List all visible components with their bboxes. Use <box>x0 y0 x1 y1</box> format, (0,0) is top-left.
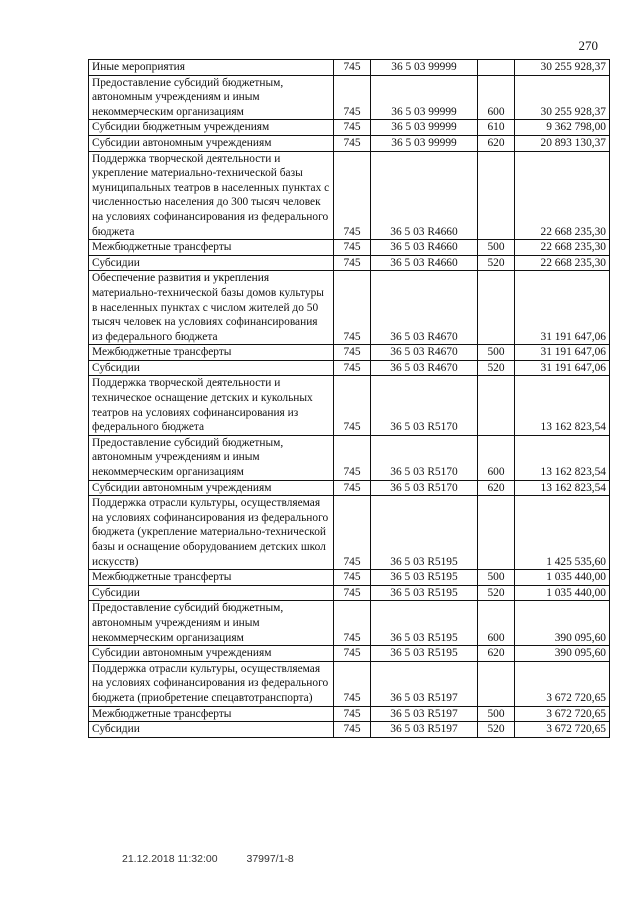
cell-name: Субсидии автономным учреждениям <box>89 135 334 151</box>
cell-sum: 13 162 823,54 <box>515 376 610 435</box>
footer-timestamp: 21.12.2018 11:32:00 <box>122 853 218 865</box>
cell-csr: 36 5 03 R4660 <box>371 240 478 256</box>
cell-vr <box>478 496 515 570</box>
table-row <box>89 376 610 435</box>
cell-ved: 745 <box>334 75 371 120</box>
table-row <box>89 271 610 345</box>
table-row <box>89 435 610 480</box>
cell-name: Межбюджетные трансферты <box>89 706 334 722</box>
cell-sum: 3 672 720,65 <box>515 706 610 722</box>
cell-sum: 13 162 823,54 <box>515 435 610 480</box>
table-row <box>89 601 610 646</box>
cell-name: Межбюджетные трансферты <box>89 240 334 256</box>
table-row <box>89 706 610 722</box>
cell-ved: 745 <box>334 271 371 345</box>
cell-name: Субсидии автономным учреждениям <box>89 480 334 496</box>
table-row <box>89 151 610 240</box>
cell-ved: 745 <box>334 706 371 722</box>
cell-ved: 745 <box>334 120 371 136</box>
cell-vr: 620 <box>478 480 515 496</box>
cell-sum: 31 191 647,06 <box>515 345 610 361</box>
budget-table <box>88 59 610 738</box>
cell-vr: 620 <box>478 135 515 151</box>
cell-name: Поддержка творческой деятельности и укрепление материально-технической базы муниципальных театров в населенных пунктах с численностью населения до 300 тысяч человек на условиях софинансирования из федерального бюджета <box>89 151 334 240</box>
table-row <box>89 240 610 256</box>
cell-vr: 600 <box>478 601 515 646</box>
cell-ved: 745 <box>334 255 371 271</box>
cell-name: Иные мероприятия <box>89 60 334 76</box>
table-row <box>89 60 610 76</box>
cell-name: Предоставление субсидий бюджетным, автономным учреждениям и иным некоммерческим организациям <box>89 435 334 480</box>
cell-name: Субсидии <box>89 255 334 271</box>
cell-vr: 610 <box>478 120 515 136</box>
cell-vr: 520 <box>478 585 515 601</box>
cell-csr: 36 5 03 R5195 <box>371 496 478 570</box>
table-row <box>89 75 610 120</box>
cell-sum: 1 425 535,60 <box>515 496 610 570</box>
cell-csr: 36 5 03 R5195 <box>371 601 478 646</box>
cell-vr: 500 <box>478 570 515 586</box>
cell-sum: 390 095,60 <box>515 601 610 646</box>
footer <box>122 853 294 865</box>
cell-csr: 36 5 03 R5197 <box>371 706 478 722</box>
cell-vr <box>478 271 515 345</box>
table-row <box>89 646 610 662</box>
cell-ved: 745 <box>334 722 371 738</box>
cell-csr: 36 5 03 99999 <box>371 60 478 76</box>
cell-sum: 1 035 440,00 <box>515 585 610 601</box>
cell-ved: 745 <box>334 585 371 601</box>
cell-sum: 22 668 235,30 <box>515 151 610 240</box>
table-row <box>89 480 610 496</box>
cell-name: Межбюджетные трансферты <box>89 345 334 361</box>
cell-name: Межбюджетные трансферты <box>89 570 334 586</box>
cell-sum: 22 668 235,30 <box>515 255 610 271</box>
cell-ved: 745 <box>334 661 371 706</box>
table-row <box>89 661 610 706</box>
table-row <box>89 255 610 271</box>
cell-ved: 745 <box>334 435 371 480</box>
cell-csr: 36 5 03 R5170 <box>371 435 478 480</box>
cell-vr: 500 <box>478 240 515 256</box>
cell-vr: 500 <box>478 345 515 361</box>
cell-sum: 30 255 928,37 <box>515 75 610 120</box>
cell-vr: 600 <box>478 75 515 120</box>
cell-ved: 745 <box>334 360 371 376</box>
cell-csr: 36 5 03 R4660 <box>371 151 478 240</box>
table-row <box>89 570 610 586</box>
cell-name: Поддержка отрасли культуры, осуществляемая на условиях софинансирования из федерального бюджета (укрепление материально-технической базы и оснащение оборудованием детских школ искусств) <box>89 496 334 570</box>
cell-csr: 36 5 03 R5170 <box>371 376 478 435</box>
cell-sum: 13 162 823,54 <box>515 480 610 496</box>
table-row <box>89 722 610 738</box>
table-row <box>89 496 610 570</box>
cell-vr <box>478 376 515 435</box>
cell-sum: 30 255 928,37 <box>515 60 610 76</box>
table-row <box>89 345 610 361</box>
cell-ved: 745 <box>334 151 371 240</box>
cell-vr <box>478 661 515 706</box>
cell-name: Поддержка творческой деятельности и техническое оснащение детских и кукольных театров на условиях софинансирования из федерального бюджета <box>89 376 334 435</box>
footer-doc-id: 37997/1-8 <box>246 853 294 865</box>
cell-ved: 745 <box>334 240 371 256</box>
cell-csr: 36 5 03 R4670 <box>371 345 478 361</box>
cell-csr: 36 5 03 R5197 <box>371 722 478 738</box>
cell-ved: 745 <box>334 60 371 76</box>
cell-vr <box>478 151 515 240</box>
cell-csr: 36 5 03 R5197 <box>371 661 478 706</box>
table-row <box>89 120 610 136</box>
cell-name: Субсидии <box>89 722 334 738</box>
cell-name: Предоставление субсидий бюджетным, автономным учреждениям и иным некоммерческим организациям <box>89 75 334 120</box>
cell-ved: 745 <box>334 601 371 646</box>
cell-sum: 31 191 647,06 <box>515 271 610 345</box>
budget-table-body <box>89 60 610 738</box>
cell-name: Субсидии автономным учреждениям <box>89 646 334 662</box>
cell-csr: 36 5 03 99999 <box>371 75 478 120</box>
cell-sum: 22 668 235,30 <box>515 240 610 256</box>
cell-vr <box>478 60 515 76</box>
cell-name: Субсидии <box>89 585 334 601</box>
cell-vr: 520 <box>478 255 515 271</box>
cell-sum: 1 035 440,00 <box>515 570 610 586</box>
cell-sum: 3 672 720,65 <box>515 722 610 738</box>
cell-name: Поддержка отрасли культуры, осуществляемая на условиях софинансирования из федерального бюджета (приобретение спецавтотранспорта) <box>89 661 334 706</box>
cell-name: Предоставление субсидий бюджетным, автономным учреждениям и иным некоммерческим организациям <box>89 601 334 646</box>
cell-vr: 600 <box>478 435 515 480</box>
cell-ved: 745 <box>334 376 371 435</box>
cell-ved: 745 <box>334 570 371 586</box>
cell-csr: 36 5 03 R5195 <box>371 570 478 586</box>
cell-csr: 36 5 03 R4660 <box>371 255 478 271</box>
cell-sum: 390 095,60 <box>515 646 610 662</box>
cell-sum: 31 191 647,06 <box>515 360 610 376</box>
cell-csr: 36 5 03 99999 <box>371 120 478 136</box>
cell-sum: 9 362 798,00 <box>515 120 610 136</box>
table-row <box>89 360 610 376</box>
table-row <box>89 585 610 601</box>
cell-csr: 36 5 03 R5195 <box>371 585 478 601</box>
cell-csr: 36 5 03 R4670 <box>371 360 478 376</box>
cell-sum: 3 672 720,65 <box>515 661 610 706</box>
cell-ved: 745 <box>334 480 371 496</box>
table-row <box>89 135 610 151</box>
cell-csr: 36 5 03 99999 <box>371 135 478 151</box>
cell-ved: 745 <box>334 345 371 361</box>
cell-ved: 745 <box>334 646 371 662</box>
cell-vr: 520 <box>478 722 515 738</box>
cell-ved: 745 <box>334 496 371 570</box>
cell-vr: 500 <box>478 706 515 722</box>
cell-csr: 36 5 03 R5170 <box>371 480 478 496</box>
cell-csr: 36 5 03 R4670 <box>371 271 478 345</box>
cell-csr: 36 5 03 R5195 <box>371 646 478 662</box>
cell-name: Обеспечение развития и укрепления материально-технической базы домов культуры в населенных пунктах с числом жителей до 50 тысяч человек на условиях софинансирования из федерального бюджета <box>89 271 334 345</box>
cell-vr: 620 <box>478 646 515 662</box>
page-number: 270 <box>578 38 598 53</box>
cell-name: Субсидии бюджетным учреждениям <box>89 120 334 136</box>
cell-sum: 20 893 130,37 <box>515 135 610 151</box>
cell-name: Субсидии <box>89 360 334 376</box>
cell-ved: 745 <box>334 135 371 151</box>
cell-vr: 520 <box>478 360 515 376</box>
